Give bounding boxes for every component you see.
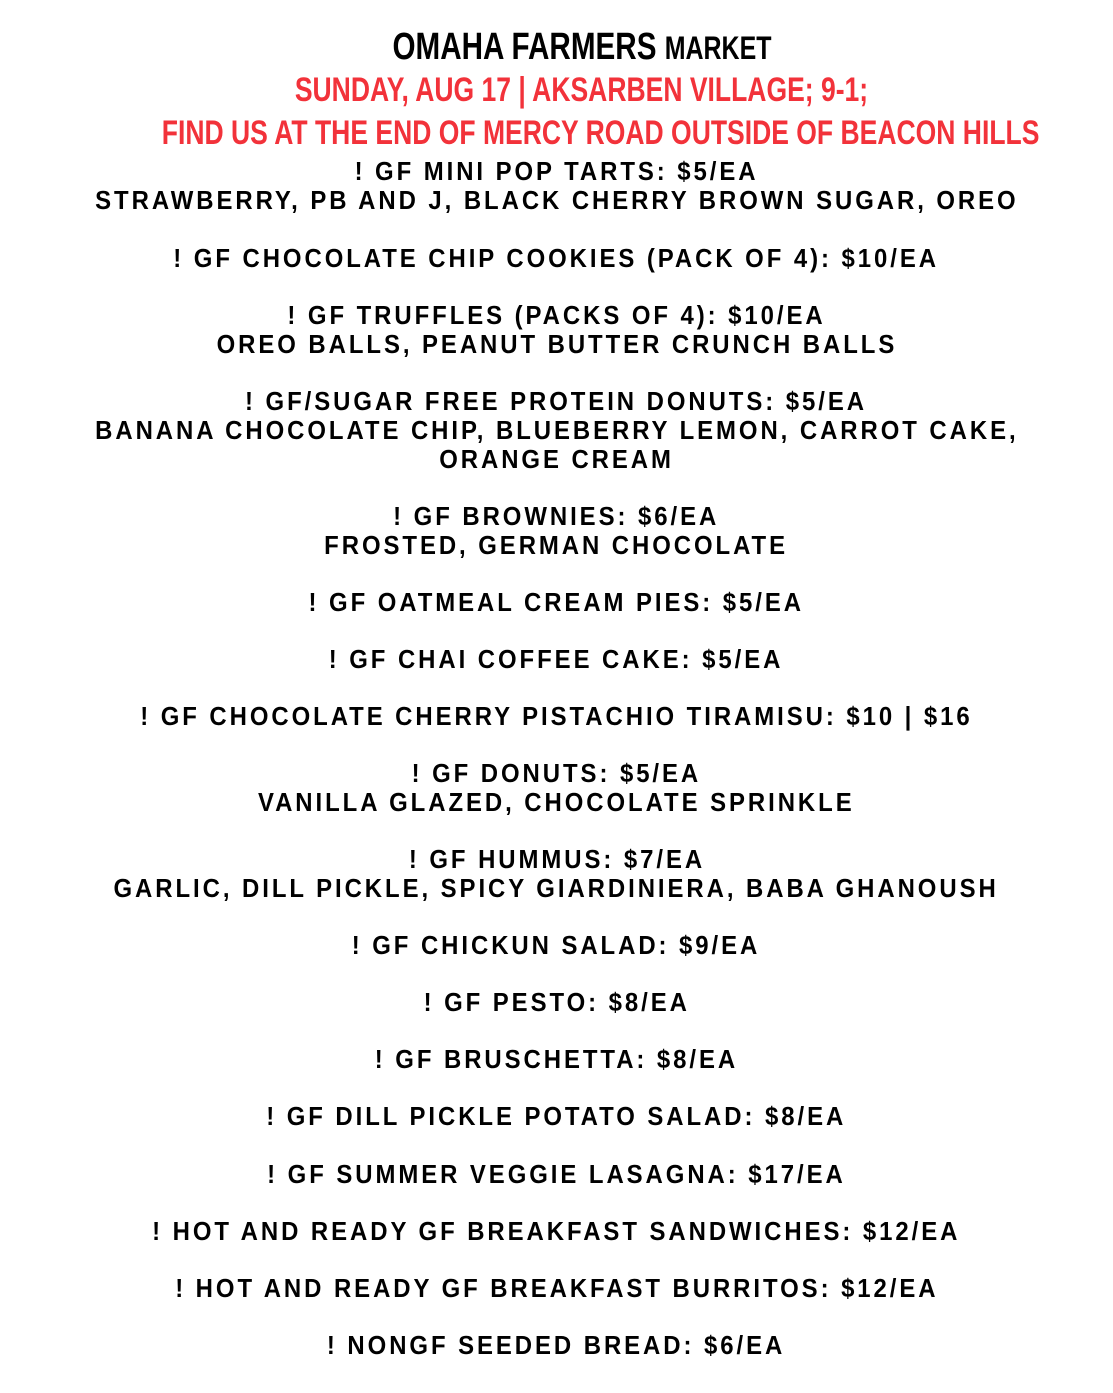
menu-item-variants: GARLIC, DILL PICKLE, SPICY GIARDINIERA, BABA GHANOUSH (113, 873, 1000, 903)
menu-item-variants: VANILLA GLAZED, CHOCOLATE SPRINKLE (258, 787, 855, 817)
title-main: OMAHA FARMERS (391, 26, 657, 68)
menu-item-breakfast-burritos: ! HOT AND READY GF BREAKFAST BURRITOS: $12/EA (174, 1273, 939, 1303)
menu-item-donuts: ! GF DONUTS: $5/EA (411, 758, 702, 788)
menu-item-truffles: ! GF TRUFFLES (PACKS OF 4): $10/EA (287, 300, 826, 330)
title-small: MARKET (664, 30, 772, 66)
menu-item-hummus: ! GF HUMMUS: $7/EA (408, 844, 705, 874)
menu-item-protein-donuts: ! GF/SUGAR FREE PROTEIN DONUTS: $5/EA (245, 386, 868, 416)
menu-item-breakfast-sandwiches: ! HOT AND READY GF BREAKFAST SANDWICHES: $12/EA (152, 1216, 961, 1246)
menu-item-variants: OREO BALLS, PEANUT BUTTER CRUNCH BALLS (216, 329, 897, 359)
menu-item-oatmeal-cream-pies: ! GF OATMEAL CREAM PIES: $5/EA (308, 587, 805, 617)
menu-item-chai-coffee-cake: ! GF CHAI COFFEE CAKE: $5/EA (329, 644, 784, 674)
menu-item-variants: STRAWBERRY, PB AND J, BLACK CHERRY BROWN SUGAR, OREO (94, 185, 1019, 215)
menu-item-chocolate-chip-cookies: ! GF CHOCOLATE CHIP COOKIES (PACK OF 4): $10/EA (173, 243, 940, 273)
menu-item-variants: ORANGE CREAM (439, 444, 674, 474)
event-date-location: SUNDAY, AUG 17 | AKSARBEN VILLAGE; 9-1; (294, 71, 869, 109)
menu-item-mini-pop-tarts: ! GF MINI POP TARTS: $5/EA (354, 156, 759, 186)
menu-item-tiramisu: ! GF CHOCOLATE CHERRY PISTACHIO TIRAMISU: $10 | $16 (140, 701, 973, 731)
menu-item-lasagna: ! GF SUMMER VEGGIE LASAGNA: $17/EA (267, 1159, 846, 1189)
menu-item-brownies: ! GF BROWNIES: $6/EA (393, 501, 720, 531)
menu-item-potato-salad: ! GF DILL PICKLE POTATO SALAD: $8/EA (266, 1101, 847, 1131)
menu-item-variants: BANANA CHOCOLATE CHIP, BLUEBERRY LEMON, CARROT CAKE, (94, 415, 1019, 445)
menu-item-bruschetta: ! GF BRUSCHETTA: $8/EA (374, 1044, 739, 1074)
menu-item-pesto: ! GF PESTO: $8/EA (423, 987, 690, 1017)
menu-item-variants: FROSTED, GERMAN CHOCOLATE (324, 530, 789, 560)
menu-item-seeded-bread: ! NONGF SEEDED BREAD: $6/EA (327, 1330, 786, 1360)
menu-item-chickun-salad: ! GF CHICKUN SALAD: $9/EA (352, 930, 761, 960)
event-directions: FIND US AT THE END OF MERCY ROAD OUTSIDE OF BEACON HILLS (161, 114, 1040, 152)
flyer-title (25, 26, 1113, 69)
